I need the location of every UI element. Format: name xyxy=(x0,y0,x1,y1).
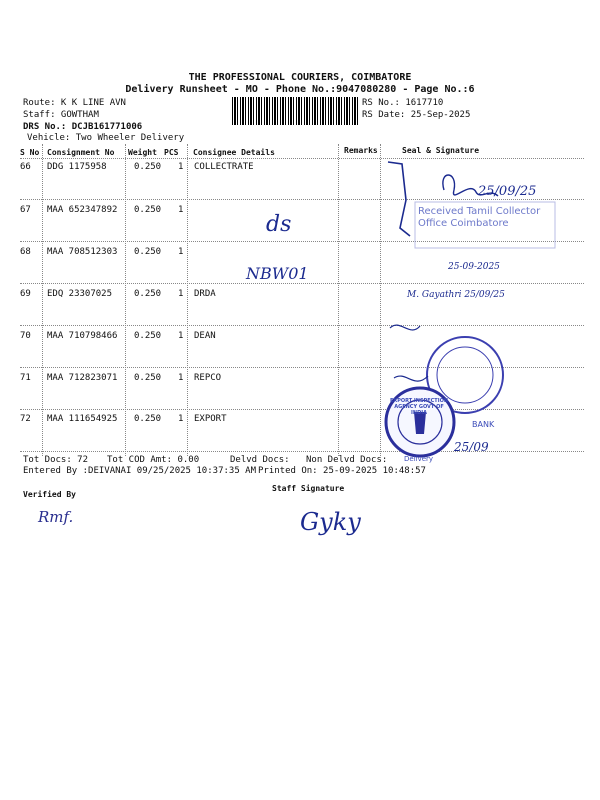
row-consignment: MAA 111654925 xyxy=(47,414,118,424)
rs-number: RS No.: 1617710 xyxy=(362,98,444,108)
total-cod: Tot COD Amt: 0.00 xyxy=(107,455,200,465)
row-sno: 70 xyxy=(20,331,31,341)
handwritten-note: NBW01 xyxy=(246,264,309,283)
row-consignee: REPCO xyxy=(194,373,222,383)
row-sno: 66 xyxy=(20,162,31,172)
col-divider xyxy=(125,144,126,456)
handwritten-initials: ds xyxy=(266,212,292,237)
non-delivered-docs: Non Delvd Docs: xyxy=(306,455,388,465)
col-header-weight: Weight xyxy=(128,148,157,157)
row-weight: 0.250 xyxy=(134,289,162,299)
row-consignee: DEAN xyxy=(194,331,216,341)
row72-signature: 25/09 xyxy=(454,440,489,454)
row-consignee: EXPORT xyxy=(194,414,227,424)
row68-signature-date: 25-09-2025 xyxy=(448,262,500,272)
collectorate-stamp-text: Received Tamil Collector Office Coimbatore xyxy=(418,206,541,229)
col-header-pcs: PCS xyxy=(164,148,179,157)
row-sno: 68 xyxy=(20,247,31,257)
row-consignment: MAA 710798466 xyxy=(47,331,118,341)
company-title: THE PROFESSIONAL COURIERS, COIMBATORE xyxy=(188,72,412,83)
total-docs: Tot Docs: 72 xyxy=(23,455,89,465)
row-consignment: EDQ 23307025 xyxy=(47,289,113,299)
row-weight: 0.250 xyxy=(134,162,162,172)
row-pcs: 1 xyxy=(178,247,184,257)
entered-by: Entered By :DEIVANAI 09/25/2025 10:37:35 AM xyxy=(23,466,256,476)
row-pcs: 1 xyxy=(178,414,184,424)
bank-stamp-inner xyxy=(437,347,493,403)
row-consignee: COLLECTRATE xyxy=(194,162,254,172)
row-consignment: MAA 712823071 xyxy=(47,373,118,383)
row-consignment: MAA 652347892 xyxy=(47,205,118,215)
row-sno: 69 xyxy=(20,289,31,299)
row-weight: 0.250 xyxy=(134,373,162,383)
row-pcs: 1 xyxy=(178,205,184,215)
export-stamp-text: EXPORT INSPECTION AGENCY GOVT OF INDIA xyxy=(389,398,449,416)
row-sno: 72 xyxy=(20,414,31,424)
row-pcs: 1 xyxy=(178,331,184,341)
row66-signature-date: 25/09/25 xyxy=(478,184,537,199)
col-header-seal: Seal & Signature xyxy=(402,146,480,155)
row-pcs: 1 xyxy=(178,289,184,299)
row-consignee: DRDA xyxy=(194,289,216,299)
col-divider xyxy=(42,144,43,456)
row71-signature xyxy=(394,376,428,381)
printed-on: Printed On: 25-09-2025 10:48:57 xyxy=(258,466,426,476)
staff-signature-label: Staff Signature xyxy=(272,484,345,493)
row-sno: 67 xyxy=(20,205,31,215)
row-pcs: 1 xyxy=(178,162,184,172)
drs-number: DRS No.: DCJB161771006 xyxy=(23,122,143,132)
route-label: Route: K K LINE AVN xyxy=(23,98,126,108)
delivered-docs: Delvd Docs: xyxy=(230,455,290,465)
row-pcs: 1 xyxy=(178,373,184,383)
col-divider xyxy=(338,144,339,456)
barcode xyxy=(232,97,358,125)
row-consignment: DDG 1175958 xyxy=(47,162,107,172)
row-weight: 0.250 xyxy=(134,414,162,424)
runsheet-title: Delivery Runsheet - MO - Phone No.:9047080280 - Page No.:6 xyxy=(125,84,475,95)
col-header-remarks: Remarks xyxy=(344,146,378,155)
verifier-signature: Rmf. xyxy=(38,508,74,526)
staff-signature: Gyky xyxy=(300,508,361,536)
row69-signature: M. Gayathri 25/09/25 xyxy=(407,290,505,300)
row-weight: 0.250 xyxy=(134,331,162,341)
rs-date: RS Date: 25-Sep-2025 xyxy=(362,110,471,120)
staff-label: Staff: GOWTHAM xyxy=(23,110,99,120)
vehicle-label: Vehicle: Two Wheeler Delivery xyxy=(27,133,185,143)
col-header-consignment: Consignment No xyxy=(47,148,115,157)
row-consignment: MAA 708512303 xyxy=(47,247,118,257)
row-sno: 71 xyxy=(20,373,31,383)
verified-by-label: Verified By xyxy=(23,490,76,499)
bracket-signature xyxy=(388,162,410,236)
delivery-stamp-text: Delivery xyxy=(404,455,434,463)
col-header-consignee: Consignee Details xyxy=(193,148,275,157)
row-weight: 0.250 xyxy=(134,205,162,215)
bank-stamp-text: BANK xyxy=(472,420,495,429)
row-weight: 0.250 xyxy=(134,247,162,257)
col-header-sno: S No xyxy=(20,148,40,157)
row70-signature xyxy=(390,325,420,330)
col-divider xyxy=(187,144,188,456)
